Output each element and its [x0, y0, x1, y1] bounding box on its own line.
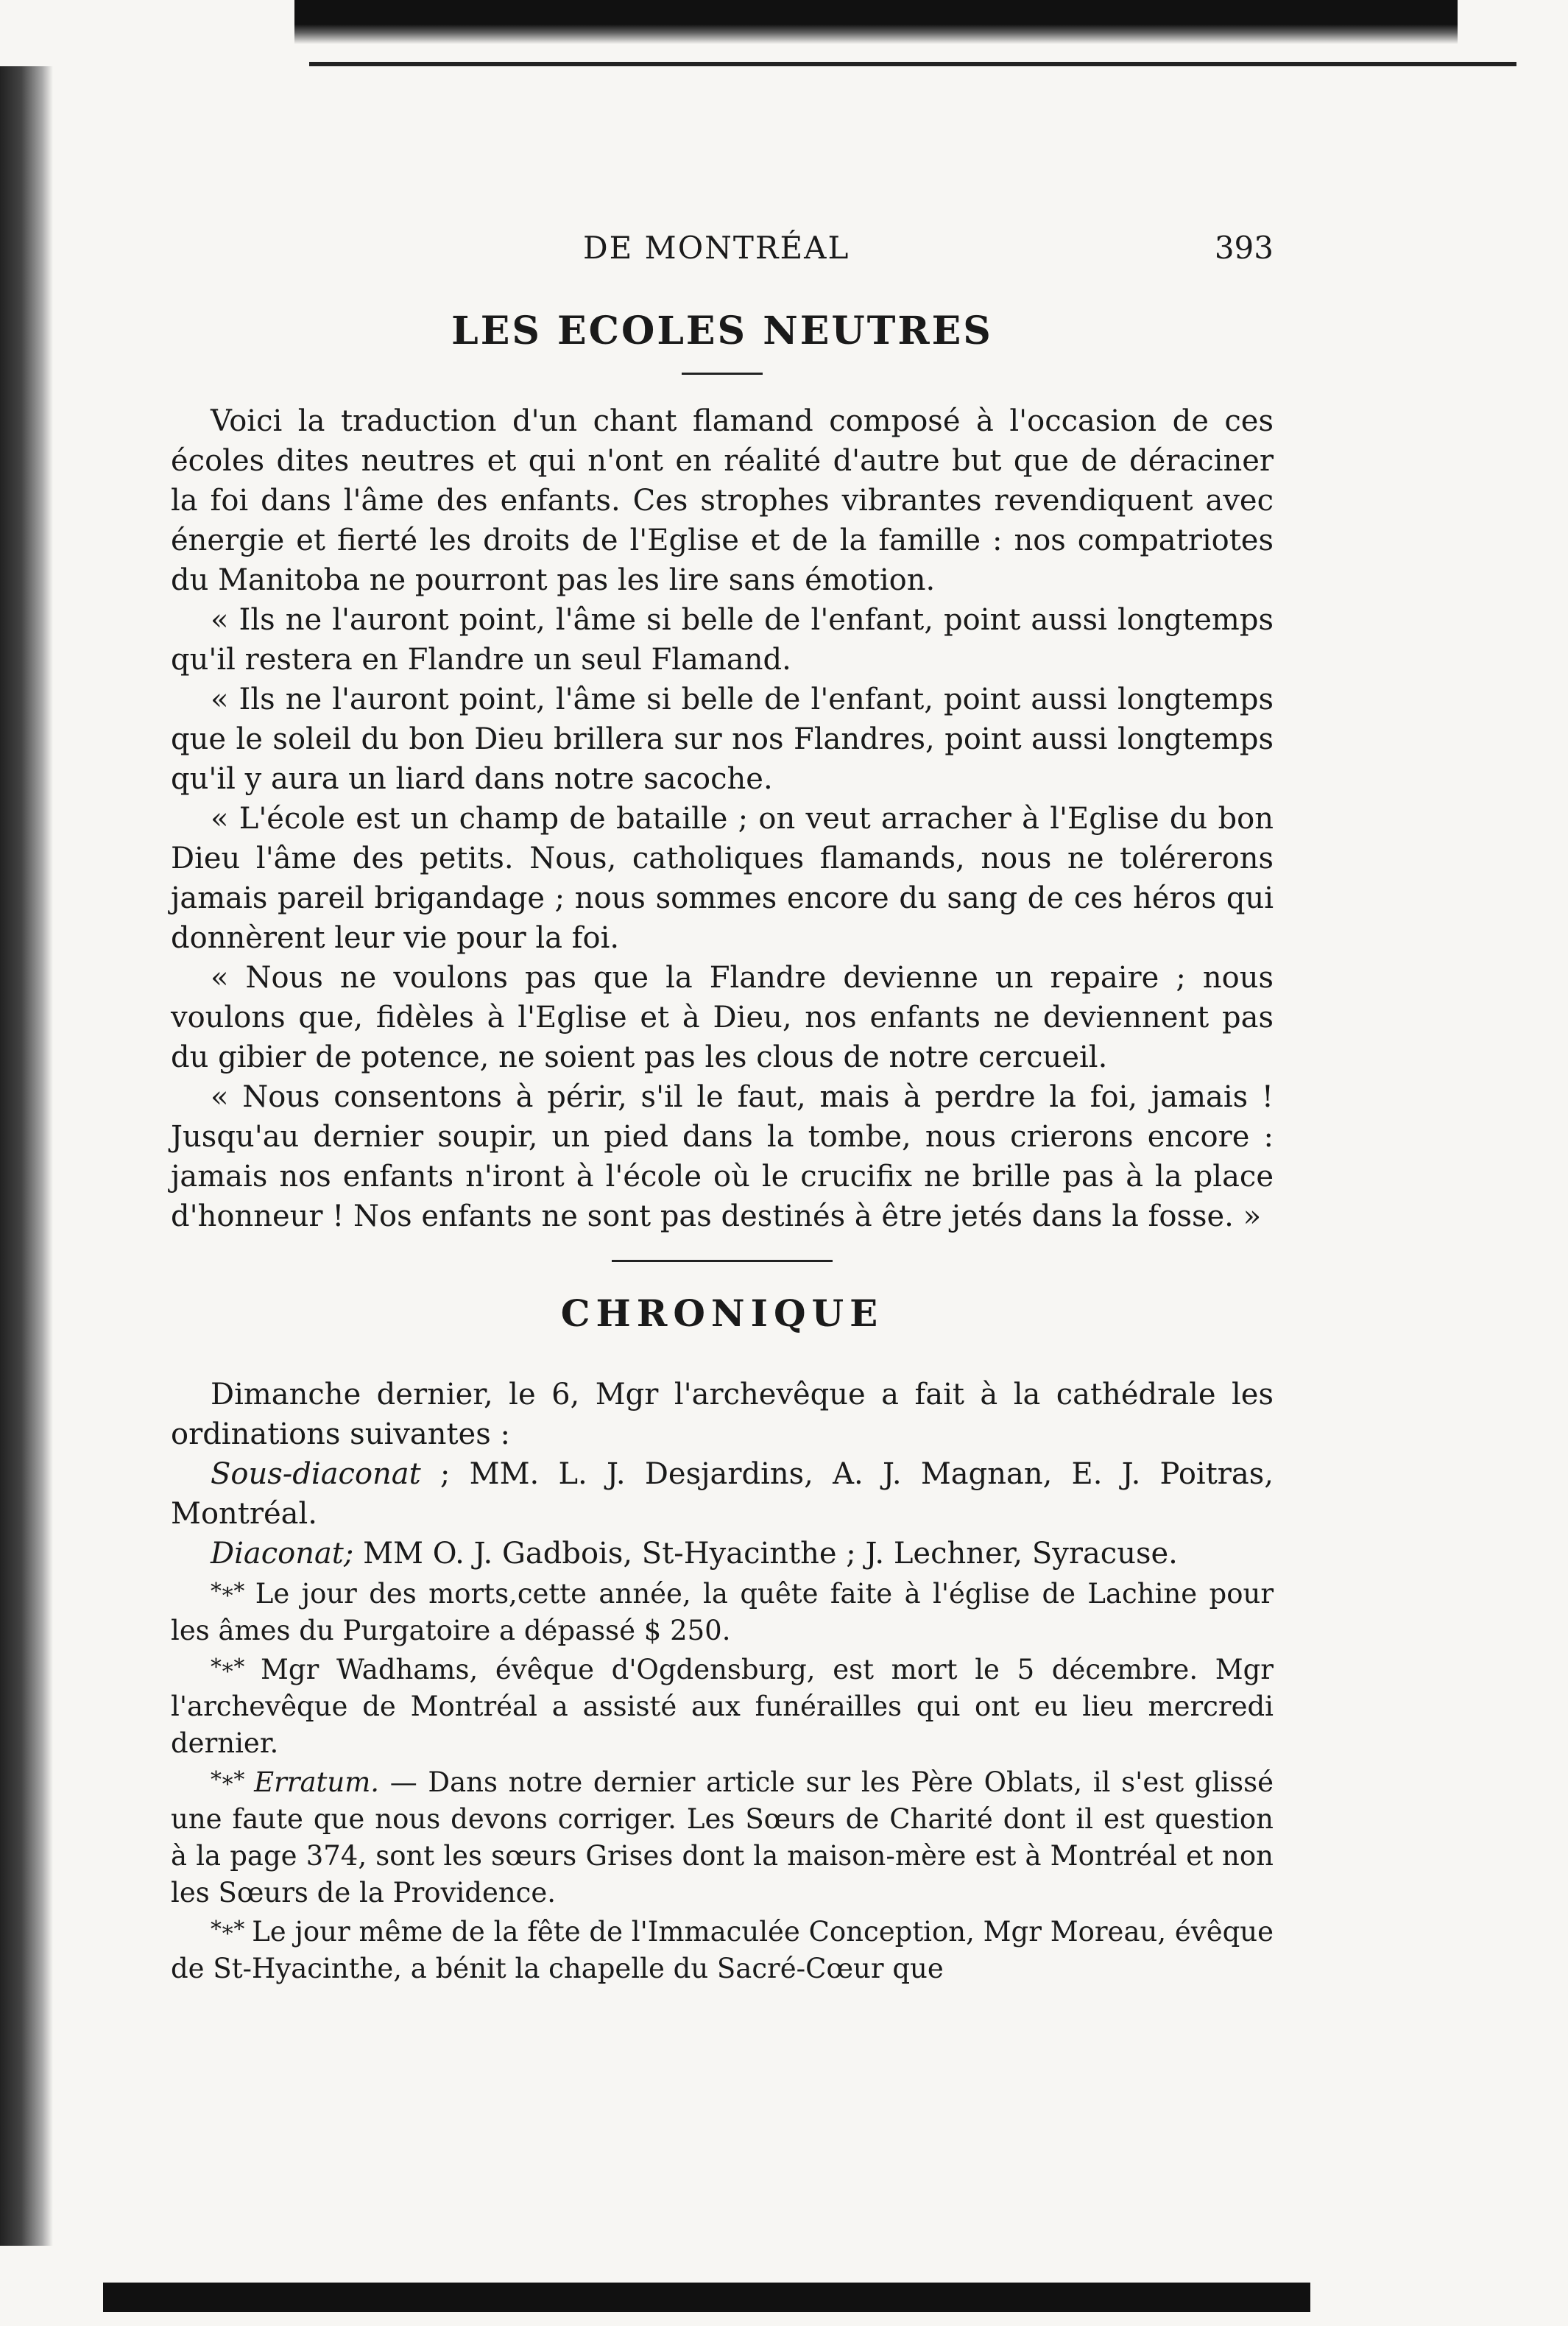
title-rule — [682, 373, 763, 375]
chronique-intro: Dimanche dernier, le 6, Mgr l'archevêque a fait à la cathédrale les ordinations suivantes : — [171, 1378, 1274, 1451]
section-divider — [612, 1260, 833, 1262]
section-paragraph: Voici la traduction d'un chant flamand composé à l'occasion de ces écoles dites neutres et qui n'ont en réalité d'autre but que de déraciner la foi dans l'âme des enfants. Ces strophes vibrantes revendiquent avec énergie et fierté les droits de l'Eglise et de la famille : nos compatriotes du Manitoba ne pourront pas les lire sans émotion. — [171, 404, 1274, 597]
running-head — [171, 230, 1274, 266]
asterism: *∗* — [211, 1654, 244, 1680]
ordination-entry — [171, 1454, 1274, 1534]
section-paragraph: « Ils ne l'auront point, l'âme si belle de l'enfant, point aussi longtemps qu'il restera en Flandre un seul Flamand. — [171, 603, 1274, 677]
chronique-note — [171, 1649, 1274, 1762]
scan-spine-shadow — [0, 66, 53, 2246]
section-paragraph: « Nous ne voulons pas que la Flandre devienne un repaire ; nous voulons que, fidèles à l'Eglise et à Dieu, nos enfants ne deviennent pas du gibier de potence, ne soient pas les clous de notre cercueil. — [171, 961, 1274, 1074]
note-text: — Dans notre dernier article sur les Père Oblats, il s'est glissé une faute que nous devons corriger. Les Sœurs de Charité dont il est question à la page 374, sont les sœurs Grises dont la maison-mère est à Montréal et non les Sœurs de la Providence. — [171, 1766, 1274, 1909]
scan-edge-bottom — [103, 2283, 1310, 2312]
chronique-note — [171, 1573, 1274, 1649]
note-text: Le jour des morts,cette année, la quête faite à l'église de Lachine pour les âmes du Purgatoire a dépassé $ 250. — [171, 1578, 1274, 1646]
running-head-title: DE MONTRÉAL — [583, 230, 850, 266]
asterism: *∗* — [211, 1579, 244, 1604]
chronique-note — [171, 1762, 1274, 1911]
note-text: Le jour même de la fête de l'Immaculée Conception, Mgr Moreau, évêque de St-Hyacinthe, a bénit la chapelle du Sacré-Cœur que — [171, 1916, 1274, 1984]
page-body — [171, 230, 1274, 1987]
asterism: *∗* — [211, 1767, 244, 1793]
ordination-text: MM O. J. Gadbois, St-Hyacinthe ; J. Lechner, Syracuse. — [353, 1537, 1178, 1571]
chronique-note — [171, 1911, 1274, 1987]
asterism: *∗* — [211, 1917, 244, 1942]
ordination-text: ; MM. L. J. Desjardins, A. J. Magnan, E. J. Poitras, Montréal. — [171, 1457, 1274, 1531]
ordination-entry — [171, 1534, 1274, 1573]
section-title: LES ECOLES NEUTRES — [451, 309, 993, 353]
ordination-label: Sous-diaconat — [211, 1457, 421, 1491]
section-paragraph: « L'école est un champ de bataille ; on veut arracher à l'Eglise du bon Dieu l'âme des petits. Nous, catholiques flamands, nous ne tolérerons jamais pareil brigandage ; nous sommes encore du sang de ces héros qui donnèrent leur vie pour la foi. — [171, 802, 1274, 955]
section-paragraph: « Nous consentons à périr, s'il le faut, mais à perdre la foi, jamais ! Jusqu'au dernier soupir, un pied dans la tombe, nous crierons encore : jamais nos enfants n'iront à l'école où le crucifix ne brille pas à la place d'honneur ! Nos enfants ne sont pas destinés à être jetés dans la fosse. » — [171, 1080, 1274, 1233]
ordination-label: Diaconat; — [211, 1537, 354, 1571]
scan-edge-top — [294, 0, 1458, 44]
section-paragraph: « Ils ne l'auront point, l'âme si belle de l'enfant, point aussi longtemps que le soleil du bon Dieu brillera sur nos Flandres, point aussi longtemps qu'il y aura un liard dans notre sacoche. — [171, 683, 1274, 796]
scan-rule-top — [309, 62, 1516, 66]
chronique-title: CHRONIQUE — [560, 1291, 884, 1335]
note-lead: Erratum. — [254, 1766, 380, 1798]
note-text: Mgr Wadhams, évêque d'Ogdensburg, est mort le 5 décembre. Mgr l'archevêque de Montréal a assisté aux funérailles qui ont eu lieu mercredi dernier. — [171, 1654, 1274, 1759]
page-number: 393 — [1214, 230, 1274, 266]
